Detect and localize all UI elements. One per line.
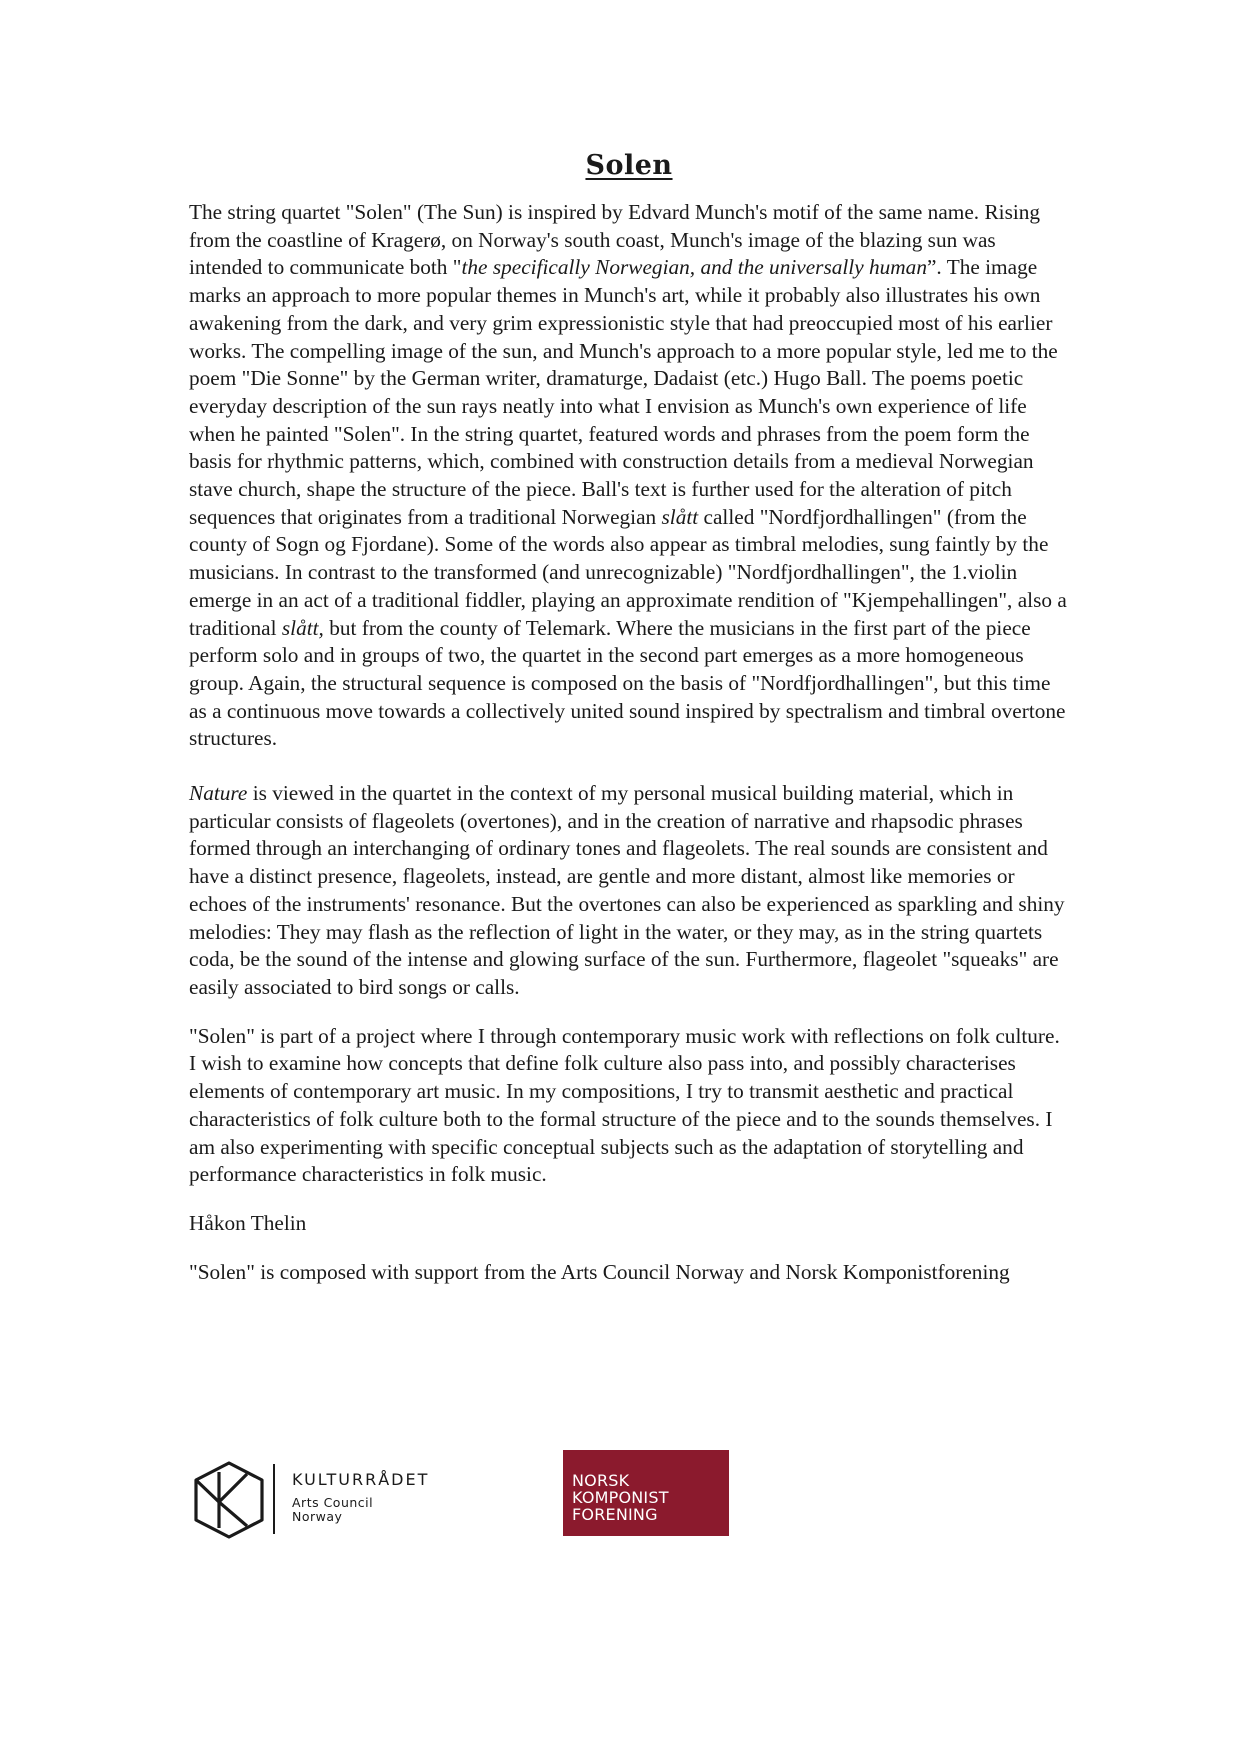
kulturradet-divider (273, 1464, 275, 1534)
support-note: "Solen" is composed with support from the Arts Council Norway and Norsk Komponistforening (189, 1259, 1010, 1284)
paragraph-nature-text: is viewed in the quartet in the context of my personal musical building material, which in particular consists of flageolets (overtones), and in the creation of narrative and rhapsodic phrases formed through an interchanging of ordinary tones and flageolets. The real sounds are consistent and have a distinct presence, flageolets, instead, are gentle and more distant, almost like memories or echoes of the instruments' resonance. But the overtones can also be experienced as sparkling and shiny melodies: They may flash as the reflection of light in the water, or they may, as in the string quartets coda, be the sound of the intense and glowing surface of the sun. Furthermore, flageolet "squeaks" are easily associated to bird songs or calls. (189, 781, 1065, 999)
kulturradet-sub-1: Arts Council (292, 1495, 374, 1510)
paragraph-intro-text-4: but from the county of Telemark. Where the musicians in the first part of the piece perform solo and in groups of two, the quartet in the second part emerges as a more homogeneous group. Again, the structural sequence is composed on the basis of "Nordfjordhallingen", but this time as a continuous move towards a collectively united sound inspired by spectralism and timbral overtone structures. (189, 615, 1066, 751)
paragraph-nature (189, 780, 1069, 1002)
paragraph-intro-quote: the specifically Norwegian, and the universally human (461, 255, 927, 280)
paragraph-project: "Solen" is part of a project where I through contemporary music work with reflections on folk culture. I wish to examine how concepts that define folk culture also pass into, and possibly characterises elements of contemporary art music. In my compositions, I try to transmit aesthetic and practical characteristics of folk culture both to the formal structure of the piece and to the sounds themselves. I am also experimenting with specific conceptual subjects such as the adaptation of storytelling and performance characteristics in folk music. (189, 1023, 1060, 1187)
kulturradet-sub-2: Norway (292, 1509, 343, 1524)
paragraph-intro-text-2: ”. The image marks an approach to more popular themes in Munch's art, while it probably also illustrates his own awakening from the dark, and very grim expressionistic style that had preoccupied most of his earlier works. The compelling image of the sun, and Munch's approach to a more popular style, led me to the poem "Die Sonne" by the German writer, dramaturge, Dadaist (etc.) Hugo Ball. The poems poetic everyday description of the sun rays neatly into what I envision as Munch's own experience of life when he painted "Solen". In the string quartet, featured words and phrases from the poem form the basis for rhythmic patterns, which, combined with construction details from a medieval Norwegian stave church, shape the structure of the piece. Ball's text is further used for the alteration of pitch sequences that originates from a traditional Norwegian (189, 255, 1058, 529)
kulturradet-text (292, 1470, 429, 1524)
sponsor-logos (189, 1450, 1069, 1550)
paragraph-intro-slatt-2: slått, (281, 615, 324, 640)
paragraph-intro (189, 199, 1069, 753)
paragraph-intro-slatt-1: slått (661, 504, 699, 529)
page-title: Solen (585, 150, 673, 181)
kulturradet-name: KULTURRÅDET (292, 1470, 430, 1489)
paragraph-intro-text-3: called "Nordfjordhallingen" (from the county of Sogn og Fjordane). Some of the words also appear as timbral melodies, sung faintly by the musicians. In contrast to the transformed (and unrecognizable) "Nordfjordhallingen", the 1.violin emerge in an act of a traditional fiddler, playing an approximate rendition of "Kjempehallingen", also a traditional (189, 504, 1067, 640)
norsk-komponistforening-logo (563, 1450, 729, 1536)
nk-line-2: KOMPONIST (572, 1488, 669, 1507)
kulturradet-logo (189, 1460, 429, 1540)
kulturradet-hexagon-k-icon (189, 1460, 269, 1540)
nk-line-3: FORENING (572, 1505, 658, 1524)
paragraph-nature-word: Nature (189, 781, 248, 806)
nk-line-1: NORSK (572, 1471, 630, 1490)
paragraph-intro-text-1: The string quartet "Solen" (The Sun) is inspired by Edvard Munch's motif of the same name. Rising from the coastline of Kragerø, on Norway's south coast, Munch's image of the blazing sun was intended to communicate both " (189, 200, 1041, 280)
document-page (189, 150, 1069, 1286)
signature: Håkon Thelin (189, 1210, 307, 1235)
